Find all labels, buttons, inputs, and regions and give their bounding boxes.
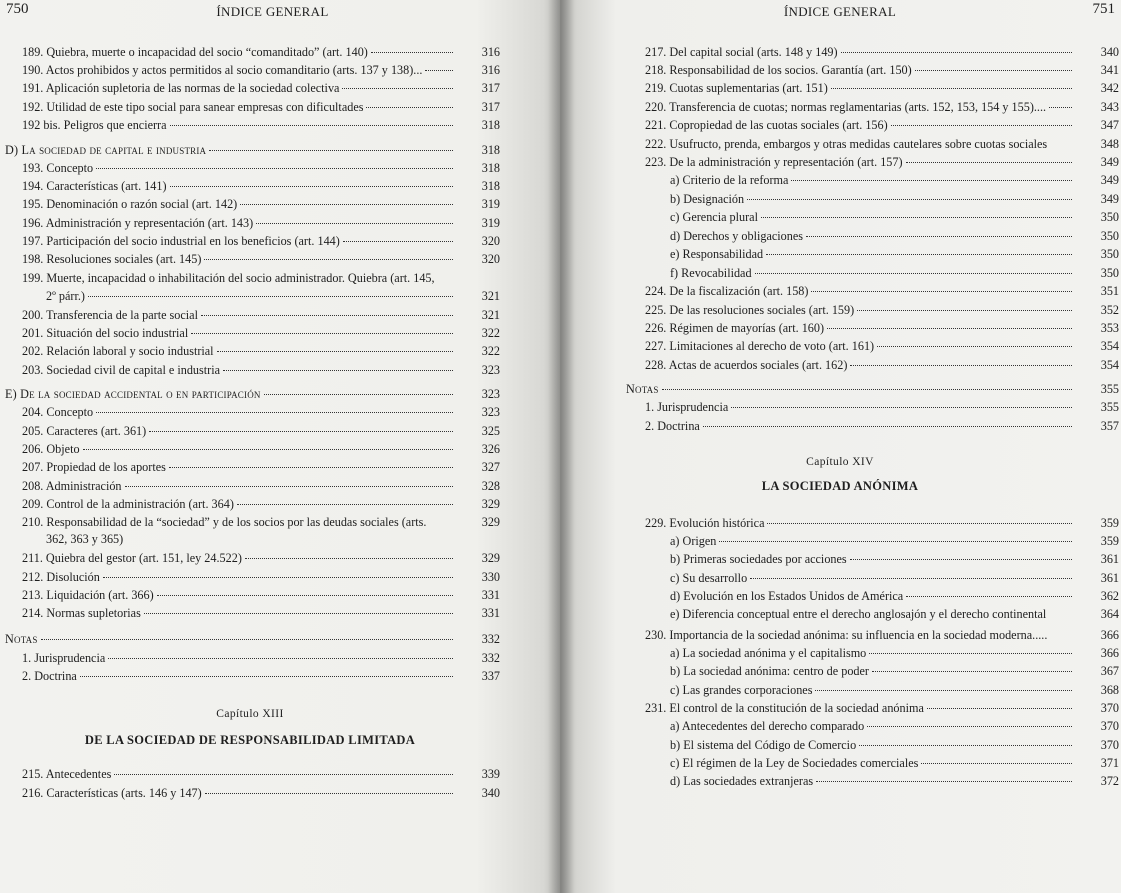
entry-text: 202. Relación laboral y socio industrial bbox=[22, 344, 214, 358]
dot-leader bbox=[342, 88, 453, 89]
toc-entry bbox=[645, 419, 1119, 434]
toc-entry bbox=[22, 118, 500, 133]
entry-page-number: 372 bbox=[1100, 774, 1119, 788]
dot-leader bbox=[869, 653, 1072, 654]
entry-page-number: 362 bbox=[1100, 589, 1119, 603]
entry-text: c) Gerencia plural bbox=[670, 210, 758, 224]
entry-text: a) Origen bbox=[670, 534, 717, 548]
entry-text: 1. Jurisprudencia bbox=[645, 400, 729, 414]
entry-page-number: 357 bbox=[1100, 419, 1119, 433]
toc-entry bbox=[645, 45, 1119, 60]
entry-page-number: 323 bbox=[481, 405, 500, 419]
entry-text: 206. Objeto bbox=[22, 442, 80, 456]
toc-subentry bbox=[670, 247, 1119, 262]
toc-entry bbox=[645, 339, 1119, 354]
dot-leader bbox=[719, 541, 1072, 542]
entry-text: 196. Administración y representación (art. 143) bbox=[22, 216, 254, 230]
entry-page-number: 320 bbox=[481, 252, 500, 266]
entry-text: b) Designación bbox=[670, 192, 745, 206]
toc-entry bbox=[22, 216, 500, 231]
dot-leader bbox=[96, 412, 453, 413]
toc-subentry bbox=[670, 534, 1119, 549]
toc-subentry bbox=[670, 664, 1119, 679]
page-number: 751 bbox=[1092, 1, 1115, 17]
entry-page-number: 370 bbox=[1100, 701, 1119, 715]
book-gutter bbox=[548, 0, 574, 893]
toc-subentry bbox=[670, 589, 1119, 604]
entry-text: 231. El control de la constitución de la sociedad anónima bbox=[645, 701, 924, 715]
entry-text: 216. Características (arts. 146 y 147) bbox=[22, 786, 202, 800]
entry-page-number: 352 bbox=[1100, 303, 1119, 317]
toc-entry bbox=[22, 515, 500, 530]
entry-page-number: 341 bbox=[1100, 63, 1119, 77]
entry-page-number: 366 bbox=[1100, 646, 1119, 660]
dot-leader bbox=[867, 726, 1072, 727]
entry-page-number: 340 bbox=[1100, 45, 1119, 59]
dot-leader bbox=[425, 70, 453, 71]
toc-entry bbox=[22, 344, 500, 359]
dot-leader bbox=[83, 449, 453, 450]
entry-text: e) Responsabilidad bbox=[670, 247, 764, 261]
toc-entry bbox=[645, 118, 1119, 133]
entry-page-number: 321 bbox=[481, 308, 500, 322]
toc-section-heading bbox=[5, 632, 500, 647]
dot-leader bbox=[170, 186, 453, 187]
entry-text: 205. Caracteres (art. 361) bbox=[22, 424, 147, 438]
dot-leader bbox=[157, 595, 453, 596]
entry-text: 203. Sociedad civil de capital e industria bbox=[22, 363, 220, 377]
entry-page-number: 349 bbox=[1100, 155, 1119, 169]
dot-leader bbox=[144, 613, 453, 614]
toc-entry bbox=[22, 767, 500, 782]
toc-subentry bbox=[670, 774, 1119, 789]
dot-leader bbox=[731, 407, 1072, 408]
dot-leader bbox=[827, 328, 1072, 329]
toc-entry bbox=[645, 63, 1119, 78]
entry-text: 207. Propiedad de los aportes bbox=[22, 460, 166, 474]
toc-subentry bbox=[670, 607, 1119, 622]
entry-text: 204. Concepto bbox=[22, 405, 94, 419]
entry-page-number: 316 bbox=[481, 45, 500, 59]
toc-entry bbox=[645, 628, 1119, 643]
entry-page-number: 371 bbox=[1100, 756, 1119, 770]
toc-entry bbox=[22, 252, 500, 267]
dot-leader bbox=[906, 162, 1072, 163]
entry-text: 1. Jurisprudencia bbox=[22, 651, 106, 665]
entry-text: d) Evolución en los Estados Unidos de América bbox=[670, 589, 904, 603]
dot-leader bbox=[915, 70, 1072, 71]
toc-entry bbox=[22, 363, 500, 378]
entry-text: a) Criterio de la reforma bbox=[670, 173, 789, 187]
dot-leader bbox=[108, 658, 453, 659]
dot-leader bbox=[41, 639, 453, 640]
toc-subentry bbox=[670, 229, 1119, 244]
dot-leader bbox=[906, 596, 1072, 597]
toc-entry bbox=[645, 137, 1119, 152]
entry-text: c) Las grandes corporaciones bbox=[670, 683, 813, 697]
toc-entry bbox=[46, 289, 500, 304]
dot-leader bbox=[766, 254, 1072, 255]
entry-page-number: 322 bbox=[481, 344, 500, 358]
dot-leader bbox=[170, 125, 453, 126]
toc-subentry bbox=[670, 571, 1119, 586]
dot-leader bbox=[816, 781, 1072, 782]
toc-section-heading bbox=[5, 387, 500, 402]
dot-leader bbox=[831, 88, 1072, 89]
toc-entry bbox=[645, 321, 1119, 336]
toc-entry bbox=[22, 460, 500, 475]
dot-leader bbox=[921, 763, 1072, 764]
dot-leader bbox=[256, 223, 453, 224]
dot-leader bbox=[841, 52, 1072, 53]
dot-leader bbox=[237, 504, 453, 505]
entry-text: 209. Control de la administración (art. 364) bbox=[22, 497, 234, 511]
chapter-title: LA SOCIEDAD ANÓNIMA bbox=[761, 479, 919, 493]
dot-leader bbox=[850, 559, 1072, 560]
entry-text: 214. Normas supletorias bbox=[22, 606, 141, 620]
entry-text: 221. Copropiedad de las cuotas sociales (art. 156) bbox=[645, 118, 888, 132]
toc-entry bbox=[22, 606, 500, 621]
entry-page-number: 342 bbox=[1100, 81, 1119, 95]
dot-leader bbox=[767, 523, 1072, 524]
toc-entry bbox=[645, 358, 1119, 373]
toc-entry bbox=[22, 63, 500, 78]
entry-page-number: 355 bbox=[1100, 382, 1119, 396]
entry-page-number: 340 bbox=[481, 786, 500, 800]
entry-page-number: 354 bbox=[1100, 358, 1119, 372]
dot-leader bbox=[859, 745, 1072, 746]
dot-leader bbox=[750, 578, 1072, 579]
toc-entry bbox=[22, 497, 500, 512]
dot-leader bbox=[703, 426, 1072, 427]
toc-subentry bbox=[670, 756, 1119, 771]
dot-leader bbox=[850, 365, 1072, 366]
entry-page-number: 350 bbox=[1100, 266, 1119, 280]
entry-text: 198. Resoluciones sociales (art. 145) bbox=[22, 252, 202, 266]
entry-text: a) Antecedentes del derecho comparado bbox=[670, 719, 865, 733]
toc-entry bbox=[22, 308, 500, 323]
entry-page-number: 350 bbox=[1100, 229, 1119, 243]
entry-text: 194. Características (art. 141) bbox=[22, 179, 167, 193]
dot-leader bbox=[343, 241, 453, 242]
entry-text: 199. Muerte, incapacidad o inhabilitación del socio administrador. Quiebra (art. 145, bbox=[22, 271, 435, 285]
entry-text: 223. De la administración y representación (art. 157) bbox=[645, 155, 903, 169]
dot-leader bbox=[125, 486, 453, 487]
dot-leader bbox=[223, 370, 453, 371]
entry-text: 215. Antecedentes bbox=[22, 767, 112, 781]
toc-subentry bbox=[670, 173, 1119, 188]
entry-page-number: 323 bbox=[481, 363, 500, 377]
toc-entry bbox=[22, 424, 500, 439]
toc-subentry bbox=[670, 719, 1119, 734]
dot-leader bbox=[103, 577, 453, 578]
entry-text: b) Primeras sociedades por acciones bbox=[670, 552, 847, 566]
entry-text: 219. Cuotas suplementarias (art. 151) bbox=[645, 81, 828, 95]
entry-text: 212. Disolución bbox=[22, 570, 100, 584]
entry-text: 191. Aplicación supletoria de las normas de la sociedad colectiva bbox=[22, 81, 340, 95]
entry-page-number: 325 bbox=[481, 424, 500, 438]
dot-leader bbox=[857, 310, 1072, 311]
entry-page-number: 323 bbox=[481, 387, 500, 401]
toc-entry bbox=[645, 701, 1119, 716]
entry-text: e) Diferencia conceptual entre el derecho anglosajón y el derecho continental bbox=[670, 607, 1047, 621]
dot-leader bbox=[366, 107, 453, 108]
entry-page-number: 329 bbox=[481, 515, 500, 529]
dot-leader bbox=[209, 150, 453, 151]
toc-subentry bbox=[670, 552, 1119, 567]
toc-entry bbox=[22, 442, 500, 457]
entry-page-number: 349 bbox=[1100, 173, 1119, 187]
dot-leader bbox=[1049, 107, 1072, 108]
entry-text: c) Su desarrollo bbox=[670, 571, 748, 585]
entry-page-number: 364 bbox=[1100, 607, 1119, 621]
toc-entry bbox=[22, 588, 500, 603]
entry-text: 217. Del capital social (arts. 148 y 149) bbox=[645, 45, 838, 59]
dot-leader bbox=[88, 296, 453, 297]
entry-text: 201. Situación del socio industrial bbox=[22, 326, 189, 340]
entry-page-number: 359 bbox=[1100, 516, 1119, 530]
toc-entry bbox=[22, 197, 500, 212]
dot-leader bbox=[891, 125, 1072, 126]
entry-text: 190. Actos prohibidos y actos permitidos al socio comanditario (arts. 137 y 138)... bbox=[22, 63, 423, 77]
toc-subentry bbox=[670, 192, 1119, 207]
entry-text: 224. De la fiscalización (art. 158) bbox=[645, 284, 809, 298]
dot-leader bbox=[927, 708, 1072, 709]
dot-leader bbox=[761, 217, 1072, 218]
dot-leader bbox=[791, 180, 1072, 181]
entry-page-number: 327 bbox=[481, 460, 500, 474]
toc-entry bbox=[46, 532, 456, 547]
entry-page-number: 337 bbox=[481, 669, 500, 683]
entry-page-number: 354 bbox=[1100, 339, 1119, 353]
chapter-title: DE LA SOCIEDAD DE RESPONSABILIDAD LIMITADA bbox=[84, 733, 416, 747]
running-head: ÍNDICE GENERAL bbox=[216, 4, 329, 19]
toc-entry bbox=[22, 669, 500, 684]
entry-text: 226. Régimen de mayorías (art. 160) bbox=[645, 321, 825, 335]
toc-subentry bbox=[670, 738, 1119, 753]
dot-leader bbox=[872, 671, 1072, 672]
toc-subentry bbox=[670, 646, 1119, 661]
dot-leader bbox=[217, 351, 453, 352]
dot-leader bbox=[114, 774, 453, 775]
entry-text: 189. Quiebra, muerte o incapacidad del socio “comanditado” (art. 140) bbox=[22, 45, 368, 59]
entry-page-number: 370 bbox=[1100, 719, 1119, 733]
entry-text: D) La sociedad de capital e industria bbox=[5, 143, 207, 157]
entry-text: E) De la sociedad accidental o en participación bbox=[5, 387, 261, 401]
entry-text: 220. Transferencia de cuotas; normas reglamentarias (arts. 152, 153, 154 y 155).... bbox=[645, 100, 1047, 114]
entry-text: 222. Usufructo, prenda, embargos y otras medidas cautelares sobre cuotas sociales bbox=[645, 137, 1048, 151]
dot-leader bbox=[149, 431, 453, 432]
toc-entry bbox=[22, 479, 500, 494]
entry-page-number: 350 bbox=[1100, 210, 1119, 224]
toc-section-heading bbox=[626, 382, 1119, 397]
entry-text: 213. Liquidación (art. 366) bbox=[22, 588, 154, 602]
entry-page-number: 317 bbox=[481, 100, 500, 114]
toc-entry bbox=[645, 284, 1119, 299]
entry-text: 2º párr.) bbox=[46, 289, 85, 303]
entry-page-number: 319 bbox=[481, 197, 500, 211]
toc-entry bbox=[22, 551, 500, 566]
chapter-label: Capítulo XIV bbox=[806, 456, 874, 468]
dot-leader bbox=[747, 199, 1072, 200]
dot-leader bbox=[80, 676, 453, 677]
left-page bbox=[0, 0, 560, 893]
entry-page-number: 368 bbox=[1100, 683, 1119, 697]
entry-page-number: 349 bbox=[1100, 192, 1119, 206]
dot-leader bbox=[806, 236, 1072, 237]
running-head: ÍNDICE GENERAL bbox=[783, 4, 897, 19]
entry-text: 2. Doctrina bbox=[22, 669, 77, 683]
entry-page-number: 328 bbox=[481, 479, 500, 493]
toc-entry bbox=[22, 326, 500, 341]
entry-page-number: 326 bbox=[481, 442, 500, 456]
entry-text: 197. Participación del socio industrial en los beneficios (art. 144) bbox=[22, 234, 340, 248]
toc-entry bbox=[22, 271, 456, 286]
dot-leader bbox=[96, 168, 453, 169]
entry-text: 229. Evolución histórica bbox=[645, 516, 765, 530]
toc-entry bbox=[645, 400, 1119, 415]
toc-entry bbox=[645, 303, 1119, 318]
right-page bbox=[560, 0, 1121, 893]
entry-page-number: 350 bbox=[1100, 247, 1119, 261]
entry-text: 192. Utilidad de este tipo social para sanear empresas con dificultades bbox=[22, 100, 364, 114]
dot-leader bbox=[201, 315, 453, 316]
toc-entry bbox=[22, 81, 500, 96]
dot-leader bbox=[662, 389, 1072, 390]
entry-text: 200. Transferencia de la parte social bbox=[22, 308, 198, 322]
dot-leader bbox=[204, 259, 453, 260]
entry-page-number: 319 bbox=[481, 216, 500, 230]
dot-leader bbox=[245, 558, 453, 559]
entry-text: d) Derechos y obligaciones bbox=[670, 229, 804, 243]
toc-entry bbox=[22, 161, 500, 176]
entry-text: 192 bis. Peligros que encierra bbox=[22, 118, 167, 132]
dot-leader bbox=[811, 291, 1072, 292]
entry-page-number: 330 bbox=[481, 570, 500, 584]
toc-entry bbox=[22, 100, 500, 115]
dot-leader bbox=[191, 333, 453, 334]
entry-page-number: 367 bbox=[1100, 664, 1119, 678]
entry-page-number: 370 bbox=[1100, 738, 1119, 752]
entry-text: 208. Administración bbox=[22, 479, 122, 493]
dot-leader bbox=[815, 690, 1072, 691]
entry-page-number: 331 bbox=[481, 606, 500, 620]
entry-page-number: 318 bbox=[481, 118, 500, 132]
entry-text: 227. Limitaciones al derecho de voto (art. 161) bbox=[645, 339, 875, 353]
entry-page-number: 351 bbox=[1100, 284, 1119, 298]
entry-text: 218. Responsabilidad de los socios. Garantía (art. 150) bbox=[645, 63, 912, 77]
entry-page-number: 332 bbox=[481, 651, 500, 665]
dot-leader bbox=[755, 273, 1072, 274]
entry-text: 228. Actas de acuerdos sociales (art. 162) bbox=[645, 358, 848, 372]
entry-page-number: 329 bbox=[481, 497, 500, 511]
entry-text: 2. Doctrina bbox=[645, 419, 700, 433]
entry-text: 193. Concepto bbox=[22, 161, 94, 175]
entry-page-number: 343 bbox=[1100, 100, 1119, 114]
toc-subentry bbox=[670, 266, 1119, 281]
entry-page-number: 339 bbox=[481, 767, 500, 781]
entry-text: 230. Importancia de la sociedad anónima: su influencia en la sociedad moderna..... bbox=[645, 628, 1048, 642]
entry-page-number: 332 bbox=[481, 632, 500, 646]
entry-page-number: 318 bbox=[481, 161, 500, 175]
entry-page-number: 361 bbox=[1100, 571, 1119, 585]
toc-entry bbox=[645, 81, 1119, 96]
entry-page-number: 331 bbox=[481, 588, 500, 602]
toc-subentry bbox=[670, 210, 1119, 225]
entry-text: b) La sociedad anónima: centro de poder bbox=[670, 664, 869, 678]
entry-page-number: 355 bbox=[1100, 400, 1119, 414]
entry-text: 195. Denominación o razón social (art. 142) bbox=[22, 197, 238, 211]
toc-entry bbox=[22, 234, 500, 249]
entry-page-number: 366 bbox=[1100, 628, 1119, 642]
entry-text: d) Las sociedades extranjeras bbox=[670, 774, 814, 788]
entry-text: 225. De las resoluciones sociales (art. 159) bbox=[645, 303, 855, 317]
toc-entry bbox=[22, 786, 500, 801]
chapter-label: Capítulo XIII bbox=[216, 708, 284, 720]
entry-page-number: 322 bbox=[481, 326, 500, 340]
dot-leader bbox=[205, 793, 453, 794]
dot-leader bbox=[169, 467, 453, 468]
toc-entry bbox=[22, 405, 500, 420]
entry-text: b) El sistema del Código de Comercio bbox=[670, 738, 857, 752]
toc-section-heading bbox=[5, 143, 500, 158]
entry-page-number: 348 bbox=[1100, 137, 1119, 151]
dot-leader bbox=[877, 346, 1072, 347]
toc-subentry bbox=[670, 683, 1119, 698]
entry-page-number: 359 bbox=[1100, 534, 1119, 548]
entry-page-number: 353 bbox=[1100, 321, 1119, 335]
entry-text: 362, 363 y 365) bbox=[46, 532, 124, 546]
entry-page-number: 361 bbox=[1100, 552, 1119, 566]
entry-text: 211. Quiebra del gestor (art. 151, ley 24.522) bbox=[22, 551, 242, 565]
entry-text: Notas bbox=[5, 632, 38, 646]
entry-page-number: 329 bbox=[481, 551, 500, 565]
dot-leader bbox=[371, 52, 453, 53]
toc-entry bbox=[645, 100, 1119, 115]
entry-page-number: 316 bbox=[481, 63, 500, 77]
toc-entry bbox=[22, 179, 500, 194]
entry-page-number: 318 bbox=[481, 143, 500, 157]
entry-page-number: 320 bbox=[481, 234, 500, 248]
entry-text: Notas bbox=[626, 382, 659, 396]
entry-page-number: 317 bbox=[481, 81, 500, 95]
toc-entry bbox=[645, 155, 1119, 170]
toc-entry bbox=[22, 570, 500, 585]
entry-page-number: 318 bbox=[481, 179, 500, 193]
dot-leader bbox=[264, 394, 453, 395]
page-number: 750 bbox=[6, 1, 29, 17]
toc-entry bbox=[645, 516, 1119, 531]
toc-entry bbox=[22, 45, 500, 60]
entry-page-number: 321 bbox=[481, 289, 500, 303]
entry-text: c) El régimen de la Ley de Sociedades comerciales bbox=[670, 756, 919, 770]
toc-entry bbox=[22, 651, 500, 666]
entry-text: 210. Responsabilidad de la “sociedad” y de los socios por las deudas sociales (arts. bbox=[22, 515, 427, 529]
entry-text: a) La sociedad anónima y el capitalismo bbox=[670, 646, 867, 660]
entry-text: f) Revocabilidad bbox=[670, 266, 752, 280]
dot-leader bbox=[240, 204, 453, 205]
entry-page-number: 347 bbox=[1100, 118, 1119, 132]
